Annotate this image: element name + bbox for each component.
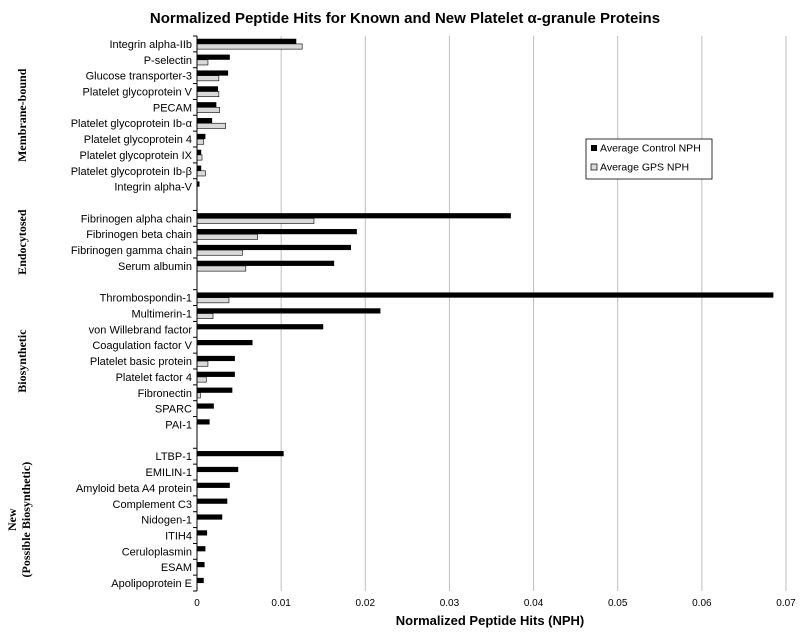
bar-control [197,229,357,234]
category-label: Platelet factor 4 [115,371,192,384]
bar-control [197,530,207,535]
bar-control [197,245,351,250]
bar-control [197,39,296,44]
legend [586,139,712,179]
bar-control [197,356,235,361]
bar-control [197,340,253,345]
x-tick-label: 0.03 [439,598,460,609]
x-tick-label: 0.02 [355,598,376,609]
legend-swatch-control [591,145,597,151]
category-label: Platelet glycoprotein V [82,86,192,99]
category-label: Fibrinogen gamma chain [70,245,192,258]
bar-control [197,55,230,60]
bar-control [197,546,205,551]
bar-control [197,261,334,266]
x-tick-label: 0.04 [523,598,544,609]
category-label: Glucose transporter-3 [85,70,192,83]
bar-gps [197,76,219,81]
bar-control [197,483,230,488]
category-label: Platelet basic protein [89,356,192,369]
bar-gps [197,377,206,382]
category-label: PECAM [152,102,192,115]
category-label: ESAM [160,562,192,575]
category-label: Platelet glycoprotein Ib-α [70,118,192,131]
category-label: Nidogen-1 [141,514,192,527]
bar-gps [197,107,220,112]
category-label: Fibrinogen alpha chain [80,213,192,226]
bar-control [197,292,773,297]
bar-gps [197,139,204,144]
x-tick-label: 0.06 [692,598,712,609]
bar-control [197,562,205,567]
bar-control [197,403,214,408]
category-label: Ceruloplasmin [121,546,192,559]
group-label-line: Membrane-bound [15,68,29,162]
group-label [15,209,29,275]
category-label: P-selectin [143,54,192,67]
category-label: Integrin alpha-IIb [109,38,192,51]
bar-control [197,578,204,583]
category-label: Thrombospondin-1 [99,292,192,305]
bar-control [197,102,216,107]
bar-control [197,86,218,91]
bar-control [197,499,227,504]
bar-gps [197,314,213,319]
bar-control [197,467,238,472]
bar-gps [197,361,208,366]
group-label [15,68,29,162]
category-label: Fibronectin [137,387,192,400]
bar-control [197,451,284,456]
category-label: Platelet glycoprotein IX [79,149,192,162]
category-label: SPARC [154,403,192,416]
bar-control [197,419,210,424]
category-label: Serum albumin [118,260,192,273]
category-label: Amyloid beta A4 protein [75,482,192,495]
bar-gps [197,92,219,97]
x-axis-title: Normalized Peptide Hits (NPH) [395,613,585,628]
category-label: Platelet glycoprotein Ib-β [70,165,192,178]
group-label-line: (Possible Biosynthetic) [19,461,33,578]
bar-control [197,213,511,218]
bar-control [197,134,205,139]
bar-control [197,514,222,519]
category-label: EMILIN-1 [145,467,192,480]
bar-control [197,372,235,377]
legend-label: Average Control NPH [600,142,701,155]
x-tick-label: 0.05 [607,598,628,609]
category-label: Multimerin-1 [131,308,192,321]
bar-gps [197,123,226,128]
bar-gps [197,60,208,65]
bar-gps [197,155,202,160]
bar-gps [197,393,200,398]
bar-gps [197,298,229,303]
group-label-line: New [5,508,19,531]
bar-control [197,70,228,75]
x-tick-label: 0 [194,598,200,609]
category-label: Integrin alpha-V [114,181,192,194]
category-label: LTBP-1 [155,451,192,464]
category-label: von Willebrand factor [88,324,192,337]
x-tick-label: 0.07 [776,598,796,609]
chart-title: Normalized Peptide Hits for Known and New Platelet α-granule Proteins [149,10,661,27]
bar-control [197,324,323,329]
category-label: Complement C3 [112,498,192,511]
category-label: ITIH4 [165,530,192,543]
bar-control [197,118,212,123]
group-label [15,329,29,393]
legend-swatch-gps [591,164,597,170]
bar-gps [197,218,314,223]
category-label: PAI-1 [165,419,192,432]
category-label: Platelet glycoprotein 4 [83,134,192,147]
bar-control [197,308,380,313]
bar-gps [197,250,242,255]
category-label: Coagulation factor V [92,340,192,353]
bar-gps [197,44,302,49]
group-label-line: Endocytosed [15,209,29,275]
category-label: Apolipoprotein E [111,578,192,591]
x-tick-label: 0.01 [271,598,291,609]
group-label-line: Biosynthetic [15,329,29,393]
bar-control [197,150,201,155]
bar-control [197,388,232,393]
bar-control [197,166,201,171]
bar-gps [197,234,258,239]
bar-gps [197,266,246,271]
category-label: Fibrinogen beta chain [86,229,192,242]
legend-label: Average GPS NPH [600,161,690,174]
bar-gps [197,171,205,176]
